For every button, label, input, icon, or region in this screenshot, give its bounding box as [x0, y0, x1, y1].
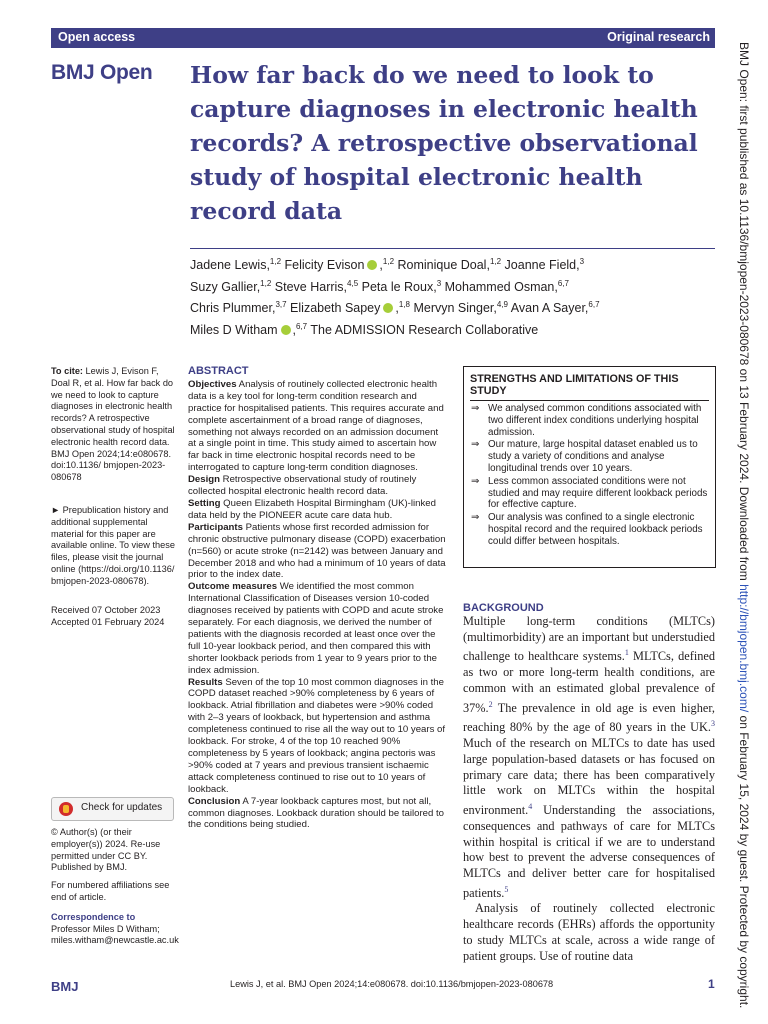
reference-link[interactable]: 3 — [711, 719, 715, 729]
reference-link[interactable]: 2 — [488, 699, 493, 709]
citation-block: To cite: Lewis J, Evison F, Doal R, et al. How far back do we need to look to capture diagnoses in electronic health records? A retrospective observational study of hospital electronic health record data. BMJ Open 2024;14:e080678. doi:10.1136/ bmjopen-2023-080678 — [51, 366, 175, 483]
orcid-icon[interactable] — [383, 303, 393, 313]
background-heading: BACKGROUND — [463, 602, 544, 614]
list-item: ⇒ Less common associated conditions were not studied and may require different lookback periods for effective capture. — [471, 475, 708, 511]
strengths-heading: STRENGTHS AND LIMITATIONS OF THIS STUDY — [470, 373, 679, 397]
orcid-icon[interactable] — [367, 260, 377, 270]
list-item: ⇒ Our mature, large hospital dataset enabled us to study a variety of conditions and analyse longitudinal trends over 10 years. — [471, 439, 698, 474]
footer-logo: BMJ — [51, 979, 79, 994]
list-item: ⇒ We analysed common conditions associated with two different index conditions underlying hospital admission. — [471, 403, 702, 438]
page-number: 1 — [708, 977, 715, 991]
copyright-note: © Author(s) (or their employer(s)) 2024. Re-use permitted under CC BY. Published by BMJ. For numbered affiliations see end of article. Correspondence to Professor Miles D Witham; miles.witham@newcastle.ac.uk — [51, 827, 179, 946]
abstract: ABSTRACT Objectives Analysis of routinely collected electronic health data is a key tool for long-term condition research and practice for hospitalised patients. This requires accurate and complete ascertainment of a broad range of diagnoses, something not always recorded on an admission document at a single point in time. This study aimed to ascertain how far back in time electronic hospital records need to be interrogated to capture long-term condition diagnoses. Design Retrospective observational study of routinely collected hospital electronic health record data. Setting Queen Elizabeth Hospital Birmingham (UK)-linked data held by the PIONEER acute care data hub. Participants Patients whose first recorded admission for chronic obstructive pulmonary disease (COPD) exacerbation (n=560) or acute stroke (n=2142) was between January and December 2018 and who had a minimum of 10 years of data prior to the index date. Outcome measures We identified the most common International Classification of Diseases version 10-coded diagnoses received by patients with COPD and acute stroke separately. For each diagnosis, we derived the number of patients with the diagnosis recorded at least once over the full 10-year lookback period, and then compared this with shorter lookback periods from 1 year to 9 years prior to the index admission. Results Seven of the top 10 most common diagnoses in the COPD dataset reached >90% completeness by 6 years of lookback. Atrial fibrillation and diabetes were >90% coded with 2–3 years of lookback, but hypertension and asthma completeness continued to rise all the way out to 10 years of lookback. For stroke, 4 of the top 10 reached 90% completeness by 5 years of lookback; angina pectoris was >90% coded at 7 years and previous transient ischaemic attack completeness continued to rise out to 10 years of lookback. Conclusion A 7-year lookback captures most, but not all, common diagnoses. Lookback duration should be tailored to the conditions being studied. — [188, 365, 446, 831]
section-label: Original research — [607, 30, 710, 44]
arrow-icon: ⇒ — [471, 403, 480, 414]
list-item: ⇒ Our analysis was confined to a single electronic hospital record and the required lookback periods could differ between hospitals. — [471, 512, 703, 547]
correspondence-heading: Correspondence to — [51, 911, 136, 922]
top-banner — [51, 28, 715, 48]
background-paragraph: Analysis of routinely collected electronic healthcare records (EHRs) affords the opportunity to study MLTCs at scale, across a wide range of patient groups. Use of routine data — [463, 901, 715, 963]
prepublication-note: ► Prepublication history and additional supplemental material for this paper are available online. To view these files, please visit the journal online (https://doi.org/10.1136/ bmjopen-2023-080678). — [51, 505, 175, 586]
background-paragraph: Multiple long-term conditions (MLTCs) (multimorbidity) are an important but understudied challenge to healthcare systems.$^1$ MLTCs, defined as two or more long-term health conditions, are common with an estimated global prevalence of 37%.$^2$ The prevalence in old age is even higher, reaching 80% by the age of 80 years in the UK.$^3$ Much of the research on MLTCs to date has used large population-based datasets or has focused on primary care data; there has been comparatively little work on MLTCs within the hospital environment.$^4$ Understanding the associations, consequences and pathways of care for MLTCs within hospital is critical if we are to understand how best to prevent the adverse consequences of MLTCs and deliver better care for hospitalised patients.$^5$ — [463, 614, 715, 900]
received-date: Received 07 October 2023 — [51, 605, 161, 615]
margin-notice: BMJ Open: first published as 10.1136/bmjopen-2023-080678 on 13 February 2024. Downloaded from http://bmjopen.bmj.com/ on February 15, 2024 by guest. Protected by copyright. — [737, 42, 751, 1009]
strengths-limitations-box — [463, 366, 716, 568]
author-list: Jadene Lewis,$^{1,2}$ Felicity Evison ,$^{1,2}$ Rominique Doal,$^{1,2}$ Joanne Field,$^3$ Suzy Gallier,$^{1,2}$ Steve Harris,$^{4,5}$ Peta le Roux,$^3$ Mohammed Osman,$^{6,7}$ Chris Plummer,$^{3,7}$ Elizabeth Sapey ,$^{1,8}$ Mervyn Singer,$^{4,9}$ Avan A Sayer,$^{6,7}$ Miles D Witham ,$^{6,7}$ The ADMISSION Research Collaborative — [190, 257, 600, 338]
arrow-icon: ⇒ — [471, 512, 480, 524]
orcid-icon[interactable] — [281, 325, 291, 335]
arrow-icon: ⇒ — [471, 439, 480, 451]
journal-logo: BMJ Open — [51, 61, 153, 84]
updates-icon — [59, 802, 73, 816]
reference-link[interactable]: 1 — [624, 648, 629, 658]
abstract-heading: ABSTRACT — [188, 365, 249, 377]
open-access-label: Open access — [58, 30, 136, 44]
background-section — [463, 602, 715, 964]
arrow-icon: ⇒ — [471, 475, 480, 487]
dates-block — [51, 605, 179, 629]
check-updates-button[interactable]: Check for updates — [51, 797, 174, 821]
footer-citation: Lewis J, et al. BMJ Open 2024;14:e080678. doi:10.1136/bmjopen-2023-080678 — [230, 979, 554, 989]
reference-link[interactable]: 5 — [504, 884, 509, 894]
accepted-date: Accepted 01 February 2024 — [51, 616, 165, 627]
article-title: How far back do we need to look to capture diagnoses in electronic health records? A retrospective observational study of hospital electronic health record data — [190, 61, 698, 225]
reference-link[interactable]: 4 — [528, 802, 533, 812]
title-divider — [190, 248, 715, 249]
correspondence-email[interactable]: miles.witham@newcastle.ac.uk — [51, 935, 179, 946]
journal-link[interactable]: http://bmjopen.bmj.com/ — [737, 584, 751, 713]
